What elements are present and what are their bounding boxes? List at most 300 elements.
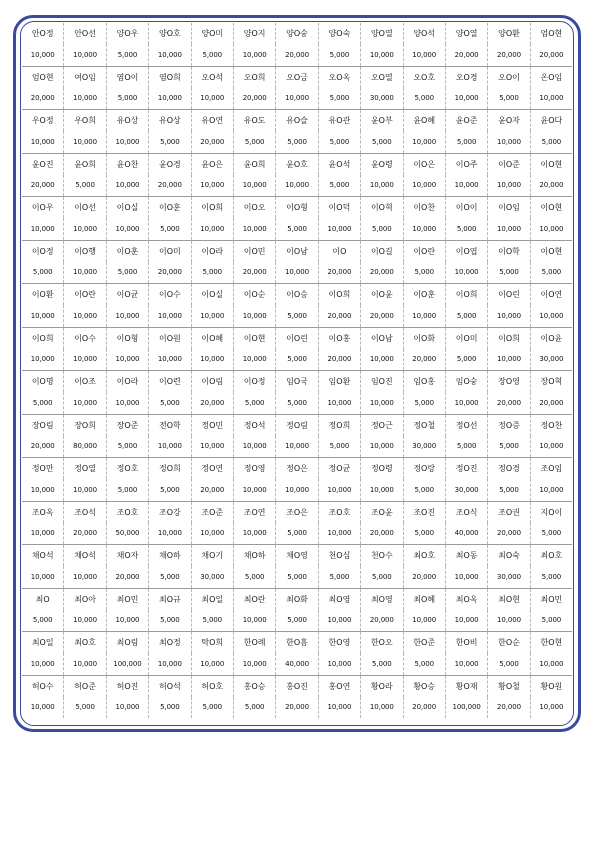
donor-name: 이O윤 [361,284,403,305]
donor-name: 정O연 [192,458,234,479]
donation-amount: 5,000 [276,305,318,326]
donation-amount: 5,000 [149,392,191,413]
donor-name: 채O석 [64,545,106,566]
donor-name: 윤O희 [234,154,276,175]
donation-amount: 5,000 [319,44,361,65]
donation-amount: 10,000 [234,218,276,239]
donation-amount: 10,000 [64,392,106,413]
donation-amount: 5,000 [404,523,446,544]
ledger-block [22,545,572,589]
donation-amount: 20,000 [319,349,361,370]
donation-amount: 10,000 [22,653,64,674]
donor-name: 정O만 [22,458,64,479]
name-row [22,328,572,349]
donor-name: 정O선 [446,415,488,436]
donation-amount: 5,000 [488,262,530,283]
amount-row [22,305,572,326]
donor-name: 장O혁 [540,377,563,387]
donor-name: 이O정 [22,241,64,262]
donation-amount: 5,000 [234,566,276,587]
donation-amount: 10,000 [22,349,64,370]
donor-name: 오O경 [446,67,488,88]
donation-amount: 10,000 [361,349,403,370]
donation-amount: 5,000 [446,436,488,457]
donation-amount: 5,000 [276,610,318,631]
amount-row [22,175,572,196]
donation-amount: 20,000 [276,697,318,718]
donor-name: 탁O희 [192,632,234,653]
donor-name: 이O라 [192,241,234,262]
donor-name: 한O영 [319,632,361,653]
donation-amount: 10,000 [64,479,106,500]
donation-amount: 5,000 [361,653,403,674]
donation-amount: 20,000 [192,131,234,152]
donation-amount: 10,000 [234,349,276,370]
donor-name: 지O이 [540,507,563,517]
donor-name: 윤O석 [319,154,361,175]
donor-name: 허O수 [22,676,64,697]
donation-amount: 20,000 [192,479,234,500]
donor-name: 조O권 [488,502,530,523]
donor-name: 오O호 [404,67,446,88]
donation-amount: 5,000 [541,572,562,581]
donor-name: 최O민 [107,589,149,610]
donation-amount: 20,000 [488,392,530,413]
donor-name: 한O례 [234,632,276,653]
donation-amount: 20,000 [234,262,276,283]
donation-amount: 20,000 [404,349,446,370]
donation-amount: 20,000 [22,175,64,196]
donor-name: 조O준 [192,502,234,523]
donor-name: 양O열 [361,23,403,44]
donation-amount: 30,000 [488,566,530,587]
name-row [22,154,572,175]
donation-amount: 20,000 [192,392,234,413]
donation-amount: 10,000 [234,175,276,196]
donor-name: 이O순 [234,284,276,305]
donor-name: 최O옥 [446,589,488,610]
donation-amount: 5,000 [404,479,446,500]
name-row [22,67,572,88]
name-row [22,241,572,262]
amount-row [22,131,572,152]
donor-name: 최O동 [446,545,488,566]
donor-name: 이O윤 [540,333,563,343]
donation-amount: 5,000 [107,44,149,65]
donor-name: 황O승 [404,676,446,697]
donor-name: 이O희 [22,328,64,349]
ledger-block [22,110,572,154]
donor-name: 양O숭 [276,23,318,44]
donation-amount: 10,000 [22,218,64,239]
name-row [22,676,572,697]
donation-amount: 10,000 [22,697,64,718]
donor-name: 최O숙 [488,545,530,566]
donor-name: 최O호 [404,545,446,566]
donation-amount: 5,000 [107,262,149,283]
donor-name: 오O옥 [319,67,361,88]
donor-name: 전O학 [149,415,191,436]
donor-name: 이O은 [404,154,446,175]
donation-amount: 5,000 [234,131,276,152]
donation-amount: 10,000 [488,349,530,370]
donor-name: 양O우 [107,23,149,44]
donor-name: 정O석 [234,415,276,436]
donation-amount: 10,000 [539,94,564,103]
donation-amount: 20,000 [22,436,64,457]
donor-name: 조O진 [404,502,446,523]
donation-amount: 5,000 [149,131,191,152]
donation-amount: 5,000 [541,616,562,625]
donation-amount: 10,000 [64,305,106,326]
donor-name: 이O현 [234,328,276,349]
donor-name: 정O랑 [404,458,446,479]
donation-amount: 30,000 [192,566,234,587]
donor-name: 이O희 [192,197,234,218]
donor-name: 이O정 [234,371,276,392]
name-row [22,23,572,44]
donation-amount: 10,000 [192,305,234,326]
donation-amount: 10,000 [404,131,446,152]
name-row [22,502,572,523]
donation-amount: 20,000 [107,566,149,587]
donor-name: 최O혜 [404,589,446,610]
donor-name: 이O남 [361,328,403,349]
donor-name: 정O철 [404,415,446,436]
amount-row [22,349,572,370]
donation-amount: 10,000 [488,218,530,239]
donor-name: 장O림 [22,415,64,436]
donor-name: 최O일 [192,589,234,610]
donor-name: 허O진 [107,676,149,697]
donor-name: 이O훈 [107,241,149,262]
donor-name: 정O호 [107,458,149,479]
donor-name: 정O희 [149,458,191,479]
donor-name: 이O혜 [192,328,234,349]
donor-name: 이O수 [64,328,106,349]
donor-name: 이O린 [276,328,318,349]
ledger-block [22,328,572,372]
donor-name: 양O지 [234,23,276,44]
donation-amount: 10,000 [149,523,191,544]
donation-amount: 10,000 [404,305,446,326]
donor-name: 이O혁 [361,197,403,218]
donor-name: 이O주 [446,154,488,175]
donation-amount: 5,000 [149,610,191,631]
donor-name: 안O선 [64,23,106,44]
donor-name: 유O연 [192,110,234,131]
donor-name: 황O철 [488,676,530,697]
donation-amount: 5,000 [149,697,191,718]
donation-amount: 10,000 [319,610,361,631]
donor-name: 허O석 [149,676,191,697]
donor-name: 오O이 [488,67,530,88]
donor-name: 이O민 [234,241,276,262]
donation-amount: 10,000 [192,88,234,109]
donor-name: 홍O연 [319,676,361,697]
donation-amount: 5,000 [541,137,562,146]
donation-amount: 10,000 [22,523,64,544]
donor-name: 조O호 [107,502,149,523]
donor-name: 오O희 [234,67,276,88]
donor-name: 최O란 [234,589,276,610]
donor-name: 이O훈 [404,284,446,305]
donor-ledger [22,23,572,718]
donor-name: 이O연 [540,290,563,300]
donation-amount: 5,000 [149,479,191,500]
donation-amount: 5,000 [404,262,446,283]
donation-amount: 10,000 [192,653,234,674]
donation-amount: 40,000 [446,523,488,544]
donation-amount: 10,000 [22,479,64,500]
donor-name: 양O숙 [319,23,361,44]
donor-name: 최O규 [149,589,191,610]
donation-amount: 5,000 [276,523,318,544]
donation-amount: 5,000 [149,218,191,239]
donation-amount: 10,000 [107,131,149,152]
donation-amount: 10,000 [488,610,530,631]
donation-amount: 5,000 [192,610,234,631]
donor-name: 유O관 [319,110,361,131]
ledger-block [22,676,572,719]
donor-name: 이O련 [149,371,191,392]
donor-name: 최O림 [107,632,149,653]
donation-amount: 5,000 [541,268,562,277]
donation-amount: 10,000 [488,305,530,326]
donation-amount: 10,000 [192,436,234,457]
donation-amount: 10,000 [319,218,361,239]
donor-name: 이O희 [488,328,530,349]
donation-amount: 5,000 [488,436,530,457]
donation-amount: 50,000 [107,523,149,544]
donation-amount: 10,000 [361,436,403,457]
donor-name: 정O림 [276,415,318,436]
donation-amount: 20,000 [276,44,318,65]
donor-name: 양O석 [404,23,446,44]
ledger-block [22,632,572,676]
donor-name: 조O윤 [361,502,403,523]
donor-name: 이O현 [540,159,563,169]
amount-row [22,653,572,674]
donor-name: 최O영 [319,589,361,610]
donation-amount: 10,000 [276,479,318,500]
name-row [22,371,572,392]
donor-name: 이O준 [488,154,530,175]
donation-amount: 30,000 [539,355,564,364]
donation-amount: 10,000 [22,44,64,65]
donor-name: 최O호 [540,551,563,561]
donation-amount: 10,000 [22,305,64,326]
donor-name: 천O심 [319,545,361,566]
donation-amount: 5,000 [446,218,488,239]
donation-amount: 20,000 [64,523,106,544]
donor-name: 이O원 [149,328,191,349]
donation-amount: 10,000 [361,44,403,65]
donor-name: 이O실 [107,197,149,218]
donor-name: 채O기 [192,545,234,566]
donor-name: 유O슬 [276,110,318,131]
donor-name: 윤O자 [488,110,530,131]
donor-name: 최O호 [64,632,106,653]
donor-name: 채O자 [107,545,149,566]
donor-name: 임O숭 [446,371,488,392]
donation-amount: 20,000 [539,181,564,190]
donation-amount: 40,000 [276,653,318,674]
donor-name: 황O라 [361,676,403,697]
donation-amount: 10,000 [361,479,403,500]
amount-row [22,523,572,544]
donation-amount: 5,000 [22,262,64,283]
donor-name: 양O호 [149,23,191,44]
donation-amount: 20,000 [149,262,191,283]
donation-amount: 10,000 [64,131,106,152]
donor-name: 한O오 [361,632,403,653]
donation-amount: 10,000 [107,349,149,370]
donor-name: 조O임 [540,464,563,474]
donor-name: 홍O진 [276,676,318,697]
donor-name: 임O환 [319,371,361,392]
donor-name: 우O정 [22,110,64,131]
donation-amount: 5,000 [446,305,488,326]
donation-amount: 10,000 [234,523,276,544]
donation-amount: 5,000 [319,131,361,152]
donation-amount: 10,000 [319,479,361,500]
donor-name: 이O [319,241,361,262]
donation-amount: 20,000 [149,175,191,196]
ledger-block [22,197,572,241]
donation-amount: 5,000 [361,566,403,587]
donation-amount: 10,000 [107,175,149,196]
donor-name: 장O준 [107,415,149,436]
donor-name: 윤O찬 [107,154,149,175]
donation-amount: 10,000 [149,88,191,109]
donor-name: 우O희 [64,110,106,131]
donation-amount: 10,000 [404,175,446,196]
donor-name: 윤O진 [22,154,64,175]
donor-name: 천O수 [361,545,403,566]
donor-name: 이O길 [361,241,403,262]
donation-amount: 10,000 [234,44,276,65]
donation-amount: 20,000 [361,262,403,283]
donation-amount: 20,000 [539,50,564,59]
donation-amount: 5,000 [404,392,446,413]
donation-amount: 10,000 [234,305,276,326]
donation-amount: 10,000 [404,44,446,65]
donor-name: 채O영 [276,545,318,566]
donor-name: 장O희 [64,415,106,436]
donation-amount: 10,000 [539,311,564,320]
donation-amount: 10,000 [107,610,149,631]
donation-amount: 5,000 [404,653,446,674]
donation-amount: 5,000 [404,88,446,109]
donation-amount: 10,000 [539,442,564,451]
donation-amount: 5,000 [192,262,234,283]
donation-amount: 10,000 [64,653,106,674]
amount-row [22,479,572,500]
donation-amount: 5,000 [276,218,318,239]
donation-amount: 5,000 [234,697,276,718]
donation-amount: 10,000 [107,305,149,326]
donation-amount: 10,000 [64,88,106,109]
donation-amount: 10,000 [192,175,234,196]
donor-name: 이O학 [488,241,530,262]
donor-name: 이O선 [64,197,106,218]
donation-amount: 20,000 [488,697,530,718]
donor-name: 정O령 [361,458,403,479]
amount-row [22,262,572,283]
donor-name: 염O이 [107,67,149,88]
donor-name: 이O린 [488,284,530,305]
donor-name: 최O [22,589,64,610]
donor-name: 정O민 [192,415,234,436]
donation-amount: 20,000 [361,523,403,544]
donor-name: 이O란 [404,241,446,262]
ledger-block [22,154,572,198]
donation-amount: 10,000 [539,703,564,712]
donor-name: 이O엽 [446,241,488,262]
donor-name: 오O열 [361,67,403,88]
amount-row [22,610,572,631]
donation-amount: 10,000 [446,392,488,413]
donation-amount: 10,000 [64,349,106,370]
donor-name: 이O형 [276,197,318,218]
amount-row [22,44,572,65]
donation-amount: 10,000 [234,610,276,631]
name-row [22,458,572,479]
donor-name: 이O조 [64,371,106,392]
donor-name: 양O열 [446,23,488,44]
donation-amount: 10,000 [22,131,64,152]
donation-amount: 10,000 [276,262,318,283]
donor-name: 이O미 [149,241,191,262]
donor-name: 조O연 [234,502,276,523]
donor-name: 최O현 [488,589,530,610]
donation-amount: 5,000 [107,88,149,109]
amount-row [22,566,572,587]
ledger-block [22,371,572,415]
donation-amount: 5,000 [446,131,488,152]
donation-amount: 20,000 [404,697,446,718]
donor-name: 정O희 [319,415,361,436]
donation-amount: 5,000 [64,697,106,718]
donor-name: 오O금 [276,67,318,88]
donor-name: 이O명 [22,371,64,392]
donation-amount: 10,000 [319,653,361,674]
donor-name: 이O남 [276,241,318,262]
donation-amount: 20,000 [319,262,361,283]
name-row [22,545,572,566]
ledger-block [22,241,572,285]
donor-name: 한O비 [446,632,488,653]
donor-name: 이O덕 [319,197,361,218]
ledger-block [22,415,572,459]
ledger-block [22,589,572,633]
donor-name: 이O희 [446,284,488,305]
donor-name: 임O진 [361,371,403,392]
donation-amount: 10,000 [319,697,361,718]
donation-amount: 5,000 [361,131,403,152]
donation-amount: 10,000 [404,610,446,631]
name-row [22,110,572,131]
donor-name: 이O행 [64,241,106,262]
donor-name: 이O균 [107,284,149,305]
donation-amount: 20,000 [488,523,530,544]
donation-amount: 10,000 [276,88,318,109]
donor-name: 정O은 [276,458,318,479]
donor-name: 최O화 [276,589,318,610]
donation-amount: 10,000 [64,610,106,631]
donor-name: 황O재 [446,676,488,697]
